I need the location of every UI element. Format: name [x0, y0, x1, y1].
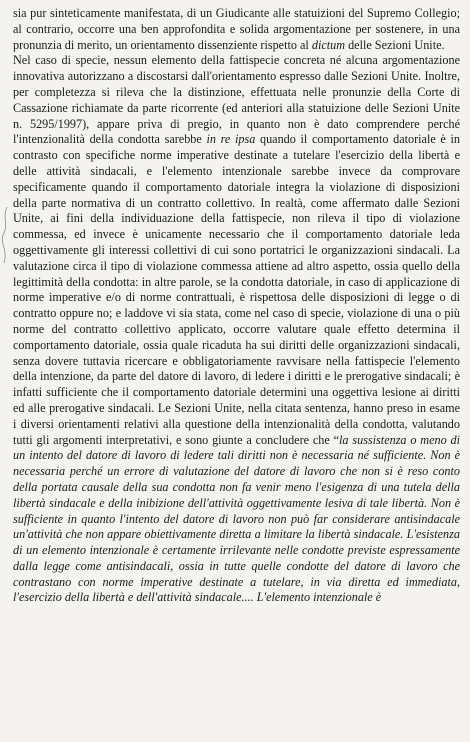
margin-scribble-mark: [0, 205, 10, 265]
text-run: sia pur sinteticamente manifestata, di un Giudicante alle statuizioni del Supremo Collegio; al contrario, occorre una ben approfondita e solida argomentazione per sostenere, in una pronunzia di merito, un orientamento dissenziente rispetto al: [13, 6, 460, 52]
document-body: [13, 6, 460, 606]
text-run: Nel caso di specie, nessun elemento della fattispecie concreta né alcuna argomentazione innovativa autorizzano a discostarsi dall'orientamento espresso dalle Sezioni Unite. Inoltre, per completezza si rileva che la distinzione, effettuata nelle pronunzie della Corte di Cassazione richiamate da parte ricorrente (ed anteriori alla statuizione delle Sezioni Unite n. 5295/1997), appare priva di pregio, in quanto non è dato comprendere perché l'intenzionalità della condotta sarebbe: [13, 53, 460, 147]
paragraph-p2: [13, 53, 460, 606]
paragraph-p1: [13, 6, 460, 53]
italic-text-run: dictum: [311, 37, 346, 52]
italic-text-run: la sussistenza o meno di un intento del datore di lavoro di ledere tali diritti non è necessaria né sufficiente. Non è necessaria perché un errore di valutazione del datore di lavoro che non si è reso conto della portata causale della sua condotta non fa venir meno l'esigenza di una tutela della libertà sindacale e della inibizione dell'attività oggettivamente lesiva di tale libertà. Non è sufficiente in quanto l'intento del datore di lavoro non può far considerare antisindacale un'attività che non appare obiettivamente diretta a limitare la libertà sindacale. L'esistenza di un elemento intenzionale è certamente irrilevante nelle condotte previste espressamente dalla legge come antisindacali, ossia in tutte quelle condotte del datore di lavoro che contrastano con norme imperative destinate a tutelare, in via diretta ed immediata, l'esercizio della libertà e dell'attività sindacale.... L'elemento intenzionale è: [13, 432, 460, 605]
text-run: quando il comportamento datoriale è in contrasto con specifiche norme imperative destinate a tutelare l'esercizio della libertà e delle attività sindacali, e l'elemento intenzionale sarebbe invece da comprovare specificamente quando il comportamento datoriale integra la violazione di disposizioni della parte normativa di un contratto collettivo. In realtà, come affermato dalle Sezioni Unite, ai fini della individuazione della fattispecie, non rileva il tipo di violazione commessa, ed invece è unicamente necessario che il comportamento datoriale leda oggettivamente gli interessi collettivi di cui sono portatrici le organizzazioni sindacali. La valutazione circa il tipo di violazione commessa attiene ad altro aspetto, ossia quello della legittimità della condotta: in altre parole, se la condotta datoriale, in caso di applicazione di norme imperative e/o di norme contrattuali, è rispettosa delle disposizioni di legge o di contratto oppure no; e laddove vi sia stata, come nel caso di specie, violazione di una o più norme del contratto collettivo applicato, occorre valutare quale effetto determina il comportamento datoriale, ossia quale ricaduta ha sui diritti delle organizzazioni sindacali, senza dovere tuttavia ricercare e obbligatoriamente ravvisare nella fattispecie l'elemento della intenzione, da parte del datore di lavoro, di ledere i diritti e le prerogative sindacali; è infatti sufficiente che il comportamento datoriale determini una oggettiva lesione ai diritti ed alle prerogative sindacali. Le Sezioni Unite, nella citata sentenza, hanno preso in esame i diversi orientamenti relativi alla questione della intenzionalità della condotta, valutando tutti gli argomenti interpretativi, e sono giunte a concludere che “: [13, 132, 460, 447]
italic-text-run: in re ipsa: [206, 132, 256, 147]
text-run: delle Sezioni Unite.: [345, 37, 445, 52]
